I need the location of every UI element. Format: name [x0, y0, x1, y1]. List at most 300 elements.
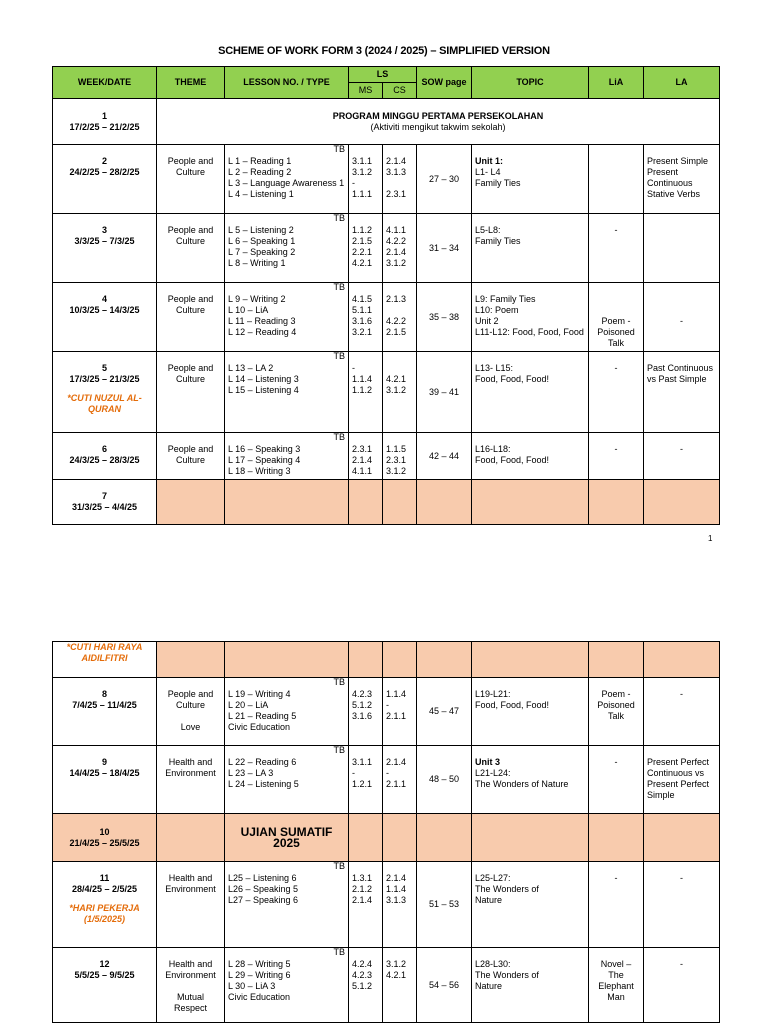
lesson-item: L 10 – LiA [228, 305, 269, 315]
topic-line: L13- L15: [475, 363, 514, 373]
la-line: - [680, 316, 684, 326]
lesson-item: L 23 – LA 3 [228, 768, 274, 778]
la-line: Present Perfect [647, 757, 710, 767]
topic-cell [472, 352, 589, 433]
empty-cell [644, 480, 720, 525]
theme-line: Culture [175, 236, 205, 246]
cs-cell [383, 746, 417, 814]
header-week: WEEK/DATE [53, 67, 157, 99]
lesson-item: L 2 – Reading 2 [228, 167, 292, 177]
ms-line: 3.1.1 [352, 757, 373, 767]
cs-line: 2.1.1 [386, 779, 407, 789]
lesson-item: L 24 – Listening 5 [228, 779, 299, 789]
table-row-week-6 [53, 433, 720, 480]
lia-line [592, 294, 640, 305]
week-cell [53, 283, 157, 352]
lesson-item: L 14 – Listening 3 [228, 374, 299, 384]
tb-label: TB [333, 213, 345, 223]
ms-line: 1.2.1 [352, 779, 373, 789]
sow-page-cell [417, 862, 472, 948]
ms-line: 2.1.4 [352, 455, 373, 465]
lesson-item: L 7 – Speaking 2 [228, 247, 296, 257]
topic-line: Unit 3 [475, 757, 501, 767]
week-number: 11 [99, 873, 110, 883]
week-cell [53, 948, 157, 1023]
empty-cell [349, 814, 383, 862]
tb-label: TB [333, 677, 345, 687]
empty-cell [644, 814, 720, 862]
sow-page: 39 – 41 [429, 386, 460, 397]
week-date: 17/2/25 – 21/2/25 [69, 121, 140, 132]
topic-line: L1- L4 [475, 167, 501, 177]
sow-page: 48 – 50 [428, 774, 460, 784]
tb-label: TB [333, 432, 345, 442]
cs-line: 4.2.1 [386, 970, 407, 980]
topic-line: Food, Food, Food! [475, 374, 550, 384]
lia-line: - [614, 873, 618, 883]
ms-line: 4.1.1 [352, 466, 373, 476]
ms-line: 5.1.2 [352, 700, 373, 710]
header-ls: LS [349, 67, 417, 83]
empty-cell [589, 480, 644, 525]
la-line: Present Simple [647, 156, 709, 166]
theme-line: Culture [175, 455, 205, 465]
cs-cell [383, 678, 417, 746]
ms-line: 5.1.1 [352, 305, 373, 315]
week-cell [53, 433, 157, 480]
lesson-item: L 11 – Reading 3 [228, 316, 296, 326]
theme-line: Mutual [176, 992, 204, 1002]
ms-line: 2.1.2 [352, 884, 373, 894]
topic-cell [472, 862, 589, 948]
ms-cell [349, 433, 383, 480]
lesson-item: Civic Education [228, 722, 291, 732]
ms-line: 1.1.1 [352, 189, 373, 199]
lesson-item: L 12 – Reading 4 [228, 327, 297, 337]
lia-line: Poisoned [597, 700, 635, 710]
lia-line: - [614, 757, 618, 767]
sow-page: 51 – 53 [428, 899, 460, 909]
lia-line: Talk [608, 338, 625, 348]
theme-cell [157, 678, 225, 746]
ms-line: 2.1.5 [352, 236, 373, 246]
topic-line: Food, Food, Food! [475, 700, 550, 710]
la-line: vs Past Simple [647, 374, 707, 384]
lia-cell [589, 214, 644, 283]
table-row-week-week10 [53, 814, 720, 862]
cs-line: 2.1.5 [386, 327, 407, 337]
table-row-week-9 [53, 746, 720, 814]
topic-cell [472, 678, 589, 746]
header-lesson: LESSON NO. / TYPE [225, 67, 349, 99]
cs-cell [383, 948, 417, 1023]
week-date: 21/4/25 – 25/5/25 [69, 837, 140, 848]
cs-cell [383, 352, 417, 433]
lesson-item: L 4 – Listening 1 [228, 189, 294, 199]
lesson-item: L 18 – Writing 3 [228, 466, 291, 476]
lia-line: Poisoned [597, 327, 635, 337]
table-row-week-12 [53, 948, 720, 1023]
theme-line: Love [180, 722, 201, 732]
cs-line: 4.2.2 [386, 236, 407, 246]
theme-line: Health and [168, 873, 213, 883]
cs-line [386, 178, 413, 189]
week-date: 14/4/25 – 18/4/25 [69, 768, 140, 778]
ms-line: 3.1.6 [352, 711, 373, 721]
lesson-item: L27 – Speaking 6 [228, 895, 299, 905]
cs-line: 3.1.3 [386, 167, 407, 177]
ms-line: 3.1.2 [352, 167, 373, 177]
theme-line: People and [167, 363, 214, 373]
cs-line: 4.2.1 [386, 374, 407, 384]
lia-line: Man [607, 992, 625, 1002]
table-row-week-4 [53, 283, 720, 352]
la-cell [644, 746, 720, 814]
lesson-item: L 9 – Writing 2 [228, 294, 286, 304]
cs-line [386, 363, 413, 374]
la-line: Past Continuous [647, 363, 714, 373]
week-date: 7/4/25 – 11/4/25 [72, 700, 137, 710]
topic-line: L9: Family Ties [475, 294, 536, 304]
lesson-item: L 15 – Listening 4 [228, 385, 299, 395]
ms-line: 5.1.2 [352, 981, 373, 991]
sow-page: 45 – 47 [428, 706, 460, 716]
lesson-item: L 21 – Reading 5 [228, 711, 297, 721]
week-number: 9 [101, 757, 107, 767]
theme-line: Culture [175, 167, 205, 177]
header-theme: THEME [157, 67, 225, 99]
lia-line: Novel – [600, 959, 632, 969]
table-row-week-5 [53, 352, 720, 433]
cs-line [386, 981, 413, 992]
theme-line: Respect [173, 1003, 208, 1013]
week-date: 10/3/25 – 14/3/25 [69, 305, 140, 315]
table-row-week-2 [53, 145, 720, 214]
ms-line: 4.2.4 [352, 959, 373, 969]
sow-page-cell [417, 746, 472, 814]
lesson-item: L 3 – Language Awareness 1 [228, 178, 345, 188]
lesson-cell [225, 948, 349, 1023]
week-number: 4 [101, 294, 107, 304]
lesson-item: L 8 – Writing 1 [228, 258, 286, 268]
la-line: - [680, 689, 683, 699]
table-row-holiday-continuation [53, 642, 720, 678]
tb-label: TB [333, 861, 345, 871]
la-line: - [680, 873, 683, 883]
theme-cell [157, 214, 225, 283]
theme-cell [157, 433, 225, 480]
header-sow: SOW page [417, 67, 472, 99]
theme-line: People and [167, 225, 214, 235]
cs-line: 2.1.1 [386, 711, 407, 721]
la-cell [644, 145, 720, 214]
ms-line: 1.1.4 [352, 374, 373, 384]
lesson-item: L 19 – Writing 4 [228, 689, 291, 699]
ms-cell [349, 283, 383, 352]
ms-line: 4.2.1 [352, 258, 373, 268]
lesson-item: L 13 – LA 2 [228, 363, 274, 373]
tb-label: TB [333, 351, 345, 361]
table-row-week-3 [53, 214, 720, 283]
week-number: 10 [99, 826, 110, 837]
lesson-item: Civic Education [228, 992, 291, 1002]
scheme-table-page-1 [52, 66, 720, 525]
theme-line [160, 711, 221, 722]
la-line: Simple [647, 790, 675, 800]
la-cell [644, 283, 720, 352]
sow-page: 35 – 38 [429, 311, 460, 322]
lesson-cell [225, 433, 349, 480]
topic-cell [472, 433, 589, 480]
lesson-item: L 1 – Reading 1 [228, 156, 292, 166]
week-cell [53, 746, 157, 814]
lesson-cell [225, 145, 349, 214]
week-date: 28/4/25 – 2/5/25 [71, 884, 138, 894]
week-date: 17/3/25 – 21/3/25 [69, 374, 140, 384]
lia-line: Poem - [601, 689, 631, 699]
topic-line: The Wonders of [475, 970, 539, 980]
cs-line: 3.1.2 [386, 466, 407, 476]
ms-line: 3.2.1 [352, 327, 373, 337]
la-cell [644, 948, 720, 1023]
sow-page-cell [417, 283, 472, 352]
cs-line: 2.3.1 [386, 455, 407, 465]
lia-cell [589, 948, 644, 1023]
theme-line: Culture [175, 305, 205, 315]
la-line: Stative Verbs [647, 189, 701, 199]
exam-label: UJIAN SUMATIF 2025 [225, 814, 349, 862]
ms-line: 2.1.4 [352, 895, 373, 905]
ms-line: 3.1.1 [352, 156, 373, 166]
program-cell [157, 99, 720, 145]
theme-cell [157, 862, 225, 948]
ms-cell [349, 862, 383, 948]
topic-line: L16-L18: [475, 444, 511, 454]
cs-line: 3.1.2 [386, 385, 407, 395]
lia-line: - [614, 225, 618, 235]
theme-line: People and [167, 156, 214, 166]
empty-cell [472, 814, 589, 862]
theme-line: Health and [168, 959, 213, 969]
ms-line: 1.1.2 [352, 385, 373, 395]
lesson-item: L25 – Listening 6 [228, 873, 297, 883]
topic-line: Unit 2 [475, 316, 499, 326]
topic-line: L21-L24: [475, 768, 511, 778]
lia-cell [589, 678, 644, 746]
theme-cell [157, 948, 225, 1023]
sow-page: 27 – 30 [429, 173, 460, 184]
la-line: - [680, 959, 683, 969]
page-number: 1 [708, 534, 713, 543]
theme-line [160, 981, 221, 992]
holiday-note: *CUTI NUZUL AL-QURAN [67, 393, 142, 414]
ms-cell [349, 678, 383, 746]
ms-line: 4.2.3 [352, 689, 373, 699]
ms-line: 4.2.3 [352, 970, 373, 980]
cs-line: 4.2.2 [386, 316, 407, 326]
tb-label: TB [333, 144, 345, 154]
topic-line: Family Ties [475, 178, 521, 188]
scheme-table-page-2 [52, 641, 720, 1023]
lesson-item: L 5 – Listening 2 [228, 225, 294, 235]
header-lia: LiA [589, 67, 644, 99]
la-line: Present Perfect [647, 779, 710, 789]
cs-line: 1.1.4 [386, 884, 407, 894]
week-cell [53, 214, 157, 283]
topic-line: Family Ties [475, 236, 521, 246]
la-line [647, 305, 716, 316]
lia-line: - [614, 444, 618, 454]
ms-line: - [352, 363, 355, 373]
cs-line: 1.1.4 [386, 689, 407, 699]
lesson-item: L 16 – Speaking 3 [228, 444, 301, 454]
cs-line: 3.1.3 [386, 895, 407, 905]
lesson-item: L 29 – Writing 6 [228, 970, 291, 980]
lesson-item: L 30 – LiA 3 [228, 981, 276, 991]
ms-cell [349, 214, 383, 283]
ms-cell [349, 145, 383, 214]
la-line: Continuous vs [647, 768, 705, 778]
theme-cell [157, 746, 225, 814]
topic-line: Food, Food, Food! [475, 455, 550, 465]
empty-cell [349, 480, 383, 525]
sow-page-cell [417, 145, 472, 214]
theme-line: Environment [165, 970, 216, 980]
lesson-cell [225, 678, 349, 746]
table-row-week-11 [53, 862, 720, 948]
week-cell [53, 145, 157, 214]
topic-cell [472, 214, 589, 283]
week-date: 24/3/25 – 28/3/25 [69, 455, 140, 465]
topic-line: L25-L27: [475, 873, 511, 883]
theme-cell [157, 352, 225, 433]
la-line: Present [647, 167, 679, 177]
topic-cell [472, 746, 589, 814]
lesson-cell [225, 746, 349, 814]
ms-line: 2.3.1 [352, 444, 373, 454]
week-cell [53, 862, 157, 948]
theme-line: Culture [175, 374, 205, 384]
week-cell [53, 352, 157, 433]
sow-page: 54 – 56 [428, 979, 460, 990]
cs-cell [383, 214, 417, 283]
cs-line: - [386, 700, 389, 710]
cs-line: 2.1.4 [386, 156, 407, 166]
cs-line: 4.1.1 [386, 225, 407, 235]
week-number: 3 [101, 225, 107, 235]
tb-label: TB [333, 745, 345, 755]
ms-cell [349, 948, 383, 1023]
sow-page-cell [417, 678, 472, 746]
lia-cell [589, 352, 644, 433]
topic-line: L11-L12: Food, Food, Food [475, 327, 584, 337]
sow-page-cell [417, 948, 472, 1023]
la-cell [644, 678, 720, 746]
week-number: 6 [101, 444, 107, 454]
ms-cell [349, 746, 383, 814]
topic-cell [472, 283, 589, 352]
lia-cell [589, 433, 644, 480]
week-cell [53, 99, 157, 145]
header-ms: MS [349, 83, 383, 99]
cs-line: 2.1.4 [386, 757, 407, 767]
lia-line [592, 305, 640, 316]
table-row-week-8 [53, 678, 720, 746]
lia-cell [589, 862, 644, 948]
program-note: (Aktiviti mengikut takwim sekolah) [370, 121, 506, 132]
sow-page: 31 – 34 [429, 242, 460, 253]
program-title: PROGRAM MINGGU PERTAMA PERSEKOLAHAN [332, 110, 544, 121]
lesson-item: L 22 – Reading 6 [228, 757, 297, 767]
lesson-cell [225, 862, 349, 948]
cs-cell [383, 862, 417, 948]
table-row-week-week7 [53, 480, 720, 525]
lia-line: Poem - [601, 316, 631, 326]
cs-cell [383, 433, 417, 480]
lia-cell [589, 283, 644, 352]
topic-line: L19-L21: [475, 689, 511, 699]
cs-line: 2.1.4 [386, 247, 407, 257]
la-cell [644, 352, 720, 433]
lesson-item: L 28 – Writing 5 [228, 959, 291, 969]
theme-line: Environment [165, 768, 216, 778]
document-title: SCHEME OF WORK FORM 3 (2024 / 2025) – SIMPLIFIED VERSION [218, 45, 550, 57]
week-number: 2 [101, 156, 107, 166]
lia-cell [589, 746, 644, 814]
sow-page-cell [417, 433, 472, 480]
la-line: - [680, 444, 684, 454]
topic-cell [472, 145, 589, 214]
empty-cell [225, 480, 349, 525]
header-cs: CS [383, 83, 417, 99]
topic-line: L5-L8: [475, 225, 501, 235]
sow-page-cell [417, 214, 472, 283]
week-cell [53, 480, 157, 525]
theme-line: Environment [165, 884, 216, 894]
lia-line: Talk [607, 711, 624, 721]
ms-line: 1.3.1 [352, 873, 373, 883]
empty-cell [157, 480, 225, 525]
week-cell [53, 678, 157, 746]
topic-line: L10: Poem [475, 305, 519, 315]
topic-line: Nature [475, 895, 503, 905]
cs-line: 2.1.4 [386, 873, 407, 883]
la-line [647, 294, 716, 305]
ms-cell [349, 352, 383, 433]
week-number: 8 [101, 689, 107, 699]
topic-line: The Wonders of Nature [475, 779, 569, 789]
theme-line: People and [167, 689, 214, 699]
lia-cell [589, 145, 644, 214]
empty-cell [417, 814, 472, 862]
empty-cell [417, 480, 472, 525]
lesson-cell [225, 352, 349, 433]
cs-cell [383, 145, 417, 214]
lesson-item: L 20 – LiA [228, 700, 269, 710]
topic-line: L28-L30: [475, 959, 511, 969]
cs-line: 1.1.5 [386, 444, 407, 454]
week-number: 1 [101, 110, 107, 121]
cs-cell [383, 283, 417, 352]
week-cell [53, 814, 157, 862]
tb-label: TB [333, 282, 345, 292]
theme-cell [157, 145, 225, 214]
ms-line: 3.1.6 [352, 316, 373, 326]
table-row-week-1 [53, 99, 720, 145]
theme-line: People and [167, 444, 214, 454]
week-date: 31/3/25 – 4/4/25 [71, 502, 138, 512]
cs-line: 2.1.3 [386, 294, 407, 304]
